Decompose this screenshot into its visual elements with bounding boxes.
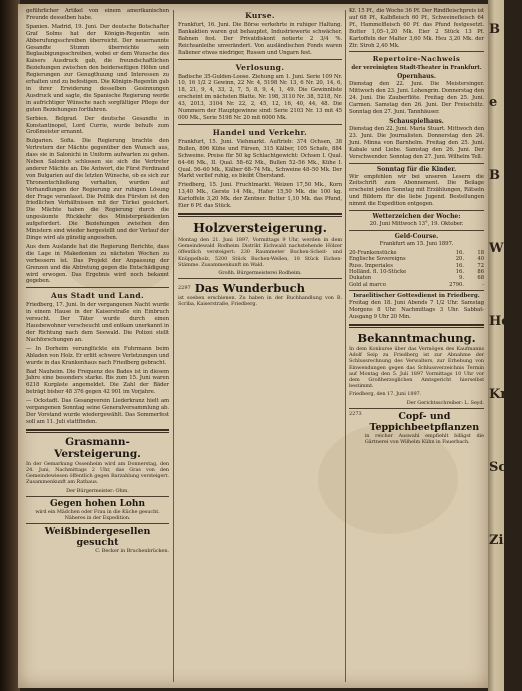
currency-name: Dukaten xyxy=(349,275,372,282)
cut-off-heading: Kri xyxy=(489,387,513,402)
ad-text: In der Gemarkung Ossenheim wird am Donnerstag, den 24. Juni, Nachmittags 2 Uhr, das Gras von den Gemeindewiesen öffentlich gegen Barzahlung versteigert. Zusammenkunft am Rathaus. xyxy=(26,460,169,486)
currency-name: Gold al marco xyxy=(349,281,386,288)
article-paragraph: Kf. 15 Pf., die Woche 36 Pf. Der Rindfleischpreis ist auf 68 Pf., Kalbfleisch 60 Pf., Schweinefleisch 64 Pf., Hammelfleisch 60 Pf. das Pfund festgesetzt. Butter 1,05–1,20 Mk. Eier 2 Stück 13 Pf. Kartoffeln der Malter 3,60 Mk. Heu 3,20 Mk. der Ztr. Stroh 2,40 Mk. xyxy=(349,8,484,49)
divider xyxy=(178,59,342,60)
cut-off-heading: e xyxy=(489,95,498,110)
cut-off-heading: B xyxy=(489,168,500,183)
column-middle xyxy=(178,8,342,684)
divider xyxy=(26,496,169,497)
rate-value: 16. xyxy=(455,262,464,269)
article-paragraph: Frankfurt, 16. Juni. Die Börse verkehrte in ruhiger Haltung. Bankaktien waren gut behauptet, Industriewerte schwächer, Bahnen fest. Der Privatdiskont notierte 2 3/4 %. Reichsanleihe unverändert. Von ausländischen Fonds waren Italiener etwas niedriger, Russen und Ungarn fest. xyxy=(178,22,342,56)
currency-name: Holländ. fl. 10-Stücke xyxy=(349,269,407,276)
ad-title: Gegen hohen Lohn xyxy=(49,498,146,509)
section-subheading: der vereinigten Stadt-Theater in Frankfurt. xyxy=(351,65,482,72)
rate-value: 16. xyxy=(455,249,464,256)
column-left xyxy=(26,8,169,684)
ad-signature: Der Bürgermeister: Ohm. xyxy=(66,487,129,494)
section-subheading: Sonntag für die Kinder. xyxy=(376,165,457,173)
rate-value: - xyxy=(482,281,484,288)
ad-text: in reicher Auswahl empfiehlt billigst die Gärtnerei von Wilhelm Kühn in Fauerbach. xyxy=(364,432,484,446)
ad-signature: C. Becker in Bruchenbrücken. xyxy=(95,548,169,555)
section-heading: Handel und Verkehr. xyxy=(212,127,308,137)
cut-off-heading: Holz xyxy=(489,314,522,329)
divider xyxy=(349,51,484,52)
divider xyxy=(349,290,484,291)
divider xyxy=(26,523,169,524)
section-subheading: Israelitischer Gottesdienst in Friedberg. xyxy=(353,293,480,300)
divider xyxy=(26,287,169,288)
exchange-row xyxy=(349,282,484,288)
column-right xyxy=(349,8,484,684)
ad-signature: Großh. Bürgermeisterei Rodheim. xyxy=(218,269,302,276)
ad-text: In dem Konkurse über das Vermögen des Kaufmanns Adolf Seip zu Friedberg ist zur Abnahme der Schlussrechnung des Verwalters, zur Erhebung von Einwendungen gegen das Schlussverzeichnis Termin auf Montag den 5. Juli 1897 Vormittags 10 Uhr vor dem Großherzoglichen Amtsgericht hierselbst bestimmt. xyxy=(349,346,484,390)
ad-title: Das Wunderbuch xyxy=(194,281,305,296)
ad-title: Bekanntmachung. xyxy=(357,331,476,345)
ad-title: Weißbindergesellen gesucht xyxy=(44,526,151,549)
article-paragraph: geführlicher Artikel von einem amerikanischen Freunde desselben habe. xyxy=(26,8,169,21)
ad-title: Copf- und Teppichbeetpflanzen xyxy=(369,410,480,433)
currency-name: 20-Frankenstücke xyxy=(349,249,397,256)
rate-value: 68 xyxy=(477,275,484,282)
ad-text: wird ein Mädchen oder Frau in die Küche gesucht. Näheres in der Expedition. xyxy=(35,508,160,521)
ad-block xyxy=(178,281,342,295)
section-subheading: Schauspielhaus. xyxy=(389,117,444,125)
ad-text: ist soeben erschienen. Zu haben in der Buchhandlung von B. Scriba, Kaiserstraße, Friedberg. xyxy=(178,295,342,308)
article-paragraph: Friedberg, 17. Juni. In der vergangenen Nacht wurde in einem Hause in der Kaiserstraße ein Einbruch versucht. Der Täter wurde durch einen Hausbewohner verscheucht und entkam unerkannt in der Richtung nach dem Seewald. Die Polizei stellt Nachforschungen an. xyxy=(26,302,169,343)
next-page-edge xyxy=(488,0,522,691)
article-paragraph: Bad Nauheim. Die Frequenz des Bades ist in diesem Jahre eine besonders starke. Bis zum 15. Juni waren 6218 Kurgäste angemeldet. Die Zahl der Bäder beträgt bisher 48 376 gegen 42 901 im Vorjahre. xyxy=(26,368,169,396)
divider xyxy=(349,163,484,164)
ad-signature: Der Gerichtsschreiber: L. Seyd. xyxy=(406,399,484,406)
article-paragraph: Aus dem Auslande hat die Regierung Berichte, dass die Lage in Makedonien zu nächsten Wochen zu verbessern ist. Das Projekt der Anpassung der Grenzen und die Abtretung gegen die Entschädigung wird erwogen. Das Ergebnis wird noch bekannt gegeben. xyxy=(26,243,169,285)
article-paragraph: Wir empfehlen wir bei unseren Lesern die Zeitschrift zum Abonnement. Die Beilage erscheint jeden Sonntag mit Erzählungen, Rätseln und Bildern für die liebe Jugend. Bestellungen nimmt die Expedition entgegen. xyxy=(349,173,484,208)
section-heading: Aus Stadt und Land. xyxy=(51,291,144,301)
ad-title: Holzversteigerung. xyxy=(193,219,327,235)
rate-value: 16. xyxy=(455,269,464,276)
section-heading: Repertoire-Nachweis xyxy=(372,55,461,64)
divider xyxy=(349,324,484,328)
rate-value: 86 xyxy=(477,269,484,276)
section-heading: Kurse. xyxy=(245,11,275,20)
article-paragraph: Spanien. Madrid, 19. Juni. Der deutsche Botschafter Graf Solms hat der Königin-Regentin sein Abberufungsschreiben überreicht. Der neuernannte Gesandte Stumm überreichte sein Beglaubigungsschreiben, wobei er dem Wunsche des Kaisers Ausdruck gab, die freundschaftlichen Beziehungen zwischen den beiderseitigen Höfen und Regierungen zur Genugthuung und Interessen zu erhalten und zu befestigen. Die Königin-Regentin gab in ihrer Erwiderung desselben Gesinnungen Ausdruck und sagte, die Spanische Regierung werde in aufrichtiger Wünsche nach sorgfältiger Pflege der guten Beziehungen fortfahren. xyxy=(26,23,169,113)
rate-value: 72 xyxy=(477,262,484,269)
rate-value: 2790. xyxy=(449,281,464,288)
divider xyxy=(349,408,484,409)
article-paragraph: Badische 35-Gulden-Loose. Ziehung am 1. Juni. Serie 109 Nr. 10, 16 1/2 2 Gewinn, 22 Nr. 4, 5198 Nr. 13, 6 Nr. 20, 14, 6, 18, 21, 9, 4, 33, 2, 7, 5, 8, 9, 4, 1, 49. Die Gewinnliste erscheint im nächsten Blatte. Nr. 198, 3110 Nr. 38, 5218, Nr. 43, 2013, 3104 Nr. 22, 2, 45, 12, 16, 40, 44, 48. Die Nummern der Hauptgewinne sind: Serie 2103 Nr. 13 mit 45 000 Mk., Serie 5198 Nr. 20 mit 6000 Mk. xyxy=(178,73,342,121)
column-rule xyxy=(345,10,346,682)
article-paragraph: Freitag den 18. Juni Abends 7 1/2 Uhr. Samstag Morgens 8 Uhr. Nachmittags 3 Uhr. Sabbat-Ausgang 9 Uhr 20 Min. xyxy=(349,300,484,321)
divider xyxy=(349,230,484,231)
divider xyxy=(178,124,342,125)
article-paragraph: Friedberg, 15. Juni. Fruchtmarkt. Weizen 17,50 Mk., Korn 13,40 Mk., Gerste 14 Mk., Hafer 15,50 Mk. die 100 kg. Kartoffeln 3,20 Mk. der Zentner. Butter 1,10 Mk. das Pfund, Eier 6 Pf. das Stück. xyxy=(178,182,342,210)
cut-off-heading: B xyxy=(489,22,500,37)
rate-value: 20. xyxy=(455,256,464,263)
divider xyxy=(178,278,342,279)
currency-name: Englische Sovereigns xyxy=(349,256,406,263)
currency-name: Russ. Imperiales xyxy=(349,262,393,269)
exchange-table xyxy=(349,250,484,288)
section-subheading: Opernhaus. xyxy=(397,73,436,81)
section-subheading: Wetterzeichen der Woche: xyxy=(372,213,461,221)
ad-text: Montag den 21. Juni 1897, Vormittags 9 Uhr, werden in dem Gemeindewald Rodheim Distrikt Eichwald nachstehende Hölzer öffentlich versteigert: 230 Raummeter Buchen-Scheit- und Knüppelholz, 5200 Stück Buchen-Wellen, 18 Stück Eichen-Stämme. Zusammenkunft im Wald. xyxy=(178,236,342,268)
cut-off-heading: Sch xyxy=(489,460,516,475)
divider xyxy=(178,213,342,217)
rate-value: 18 xyxy=(477,249,484,256)
article-paragraph: Bulgarien. Sofia. Die Regierung brachte den Vertretern der Mächte gegenüber den Wunsch aus, dass sie in Salonichi in Uniform aufwarten zu gehen. Neben Salonich schlossen sie sich die Vertreter anderer Mächte an. Die Antwort, die Fürst Ferdinand von Bulgarien auf die letzten Wünsche, ob es sich zur Thronentschließung verhalten, wurden auf Verhandlungen der Regierung zur ruhigen Lösung der Frage veranlasst. Die Politik des Fürsten ist den friedlichen Verhältnissen mit der Türkei gesichert. Die Mächte haben die Regierung durch die ungesäumte Rückkehr des Ministerpräsidenten aufgefordert. Die Beziehungen zwischen den Ministern sind wieder hergestellt und der Verlauf der Dinge wird als günstig angesehen. xyxy=(26,138,169,241)
article-paragraph: Dienstag den 22. Juni. Maria Stuart. Mittwoch den 23. Juni. Die Journalisten. Donnerstag den 24. Juni. Minna von Barnhelm. Freitag den 25. Juni. Kabale und Liebe. Samstag den 26. Juni. Der Verschwender. Sonntag den 27. Juni. Wilhelm Tell. xyxy=(349,125,484,160)
cut-off-heading: W xyxy=(489,241,504,256)
newspaper-page xyxy=(18,4,488,688)
ad-number: 2273 xyxy=(349,410,362,417)
book-binding xyxy=(0,0,20,691)
rate-value: 40 xyxy=(477,256,484,263)
section-heading: Verlosung. xyxy=(235,62,285,72)
cut-off-heading: Zi xyxy=(489,533,504,548)
column-rule xyxy=(173,10,174,682)
section-subheading: Geld-Course. xyxy=(394,232,439,240)
article-paragraph: Serbien. Belgrad. Der deutsche Gesandte in Konstantinopel, Lord Currie, wurde behufs zum Großmeister ernannt. xyxy=(26,115,169,136)
ad-date: Friedberg, den 17. Juni 1897. xyxy=(349,391,422,398)
article-paragraph: — Ockstadt. Das Gesangverein Liederkranz hielt am vergangenen Sonntag seine Generalversammlung ab. Der Vorstand wurde wiedergewählt. Das Sommerfest soll am 11. Juli stattfinden. xyxy=(26,398,169,425)
article-paragraph: Frankfurt am 15. Juni 1897. xyxy=(379,240,454,247)
ad-number: 2297 xyxy=(178,285,191,292)
article-paragraph: 20. Juni Mittwoch 13°, 19. Oktober. xyxy=(369,221,464,228)
divider xyxy=(349,210,484,211)
ad-title: Grasmann-Versteigerung. xyxy=(54,435,141,460)
ad-block xyxy=(349,411,484,447)
article-paragraph: — In Dorheim verunglückte ein Fuhrmann beim Abladen von Holz. Er erlitt schwere Verletzungen und wurde in das Krankenhaus nach Friedberg gebracht. xyxy=(26,345,169,366)
article-paragraph: Dienstag den 22. Juni. Die Meistersinger. Mittwoch den 23. Juni. Lohengrin. Donnerstag den 24. Juni. Die Zauberflöte. Freitag den 25. Juni. Carmen. Samstag den 26. Juni. Der Freischütz. Sonntag den 27. Juni. Tannhäuser. xyxy=(349,81,484,116)
article-paragraph: Frankfurt, 15. Juni. Viehmarkt. Auftrieb: 374 Ochsen, 38 Bullen, 896 Kühe und Färsen, 315 Kälber, 105 Schafe, 884 Schweine. Preise für 50 kg Schlachtgewicht: Ochsen I. Qual. 64–66 Mk., II. Qual. 58–62 Mk., Bullen 52–56 Mk., Kühe I. Qual. 56–60 Mk., Kälber 68–74 Mk., Schweine 48–50 Mk. Der Markt verlief ruhig, es bleibt Überstand. xyxy=(178,138,342,180)
rate-value: 9. xyxy=(459,275,464,282)
divider xyxy=(26,429,169,433)
